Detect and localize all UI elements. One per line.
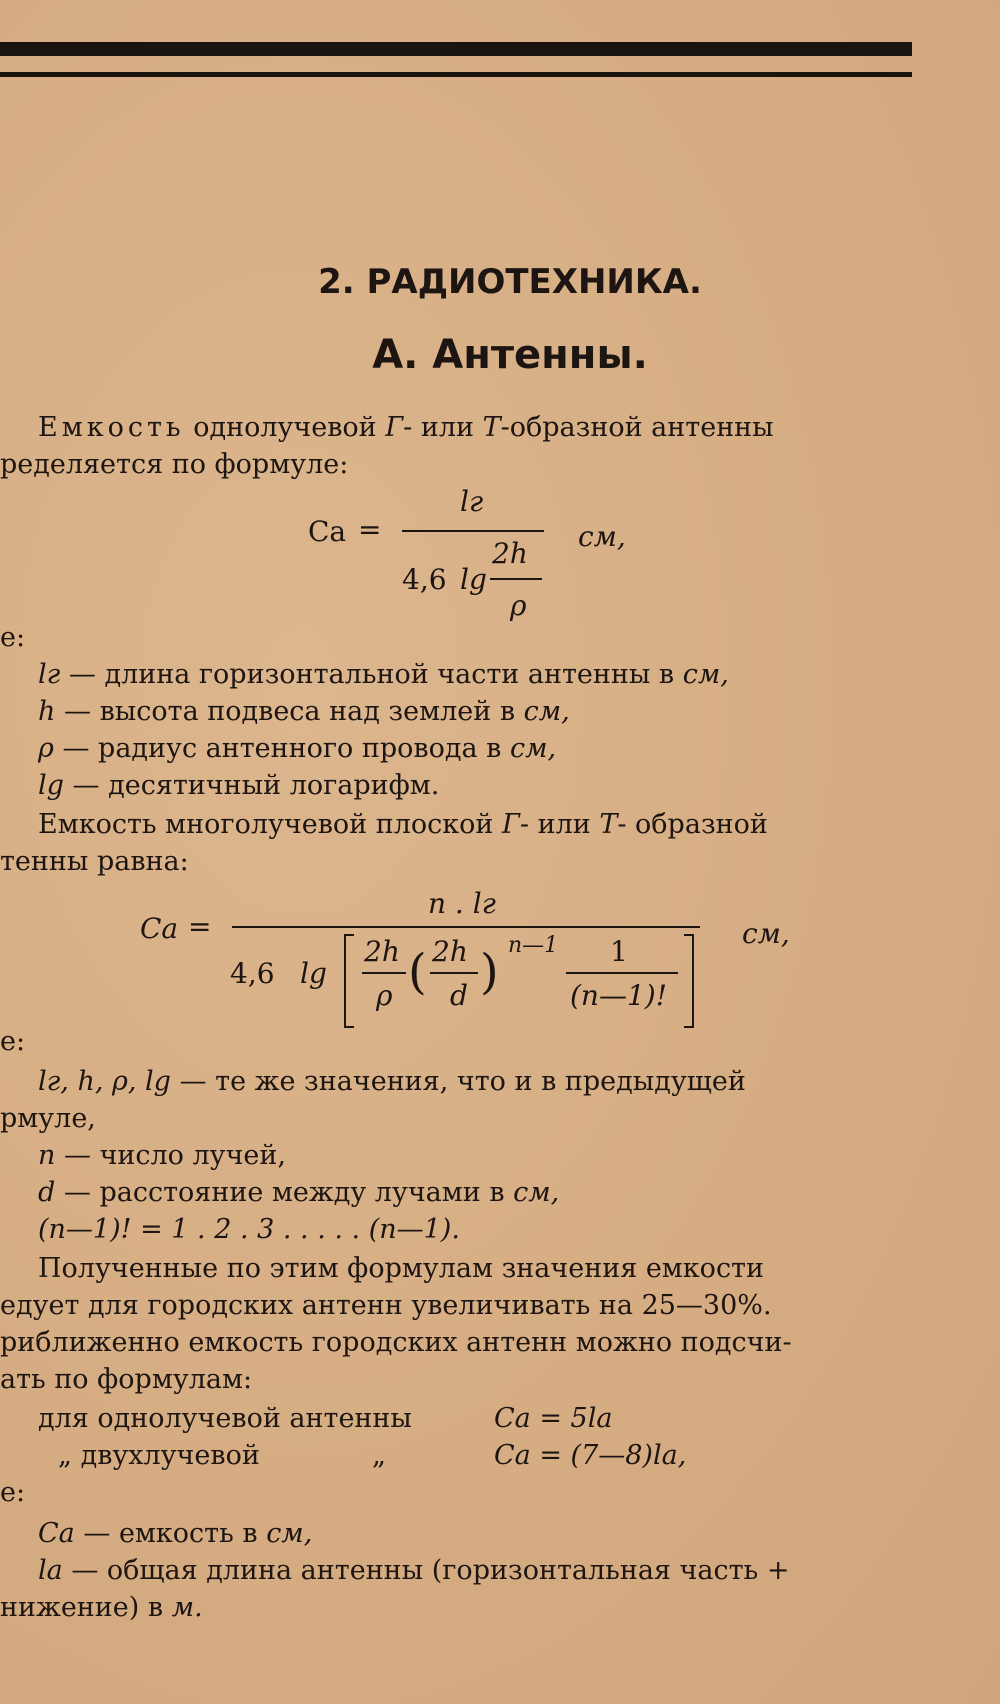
approx-single-formula: Са = 5lа: [494, 1403, 613, 1434]
formula-2-frac1-bar: [362, 972, 406, 974]
formula-2-open-paren: (: [408, 944, 427, 1000]
formula-2-frac3-bar: [566, 972, 678, 974]
para2-line1: Емкость многолучевой плоской Г- или Т- образной: [38, 809, 768, 840]
top-rule-thin: [0, 72, 912, 77]
subsection-title: А. Антенны.: [372, 332, 648, 378]
para3-line2: едует для городских антенн увеличивать на 25—30%.: [0, 1290, 772, 1321]
approx-double-label: „ двухлучевой: [58, 1440, 260, 1471]
where-label-2: е:: [0, 1026, 26, 1057]
formula-2-left-bracket: [344, 934, 354, 1028]
def-lg-horizontal: lг — длина горизонтальной части антенны в см,: [38, 659, 729, 690]
approx-single-label: для однолучевой антенны: [38, 1403, 412, 1434]
def-d: d — расстояние между лучами в см,: [38, 1177, 560, 1208]
def-log: lg — десятичный логарифм.: [38, 770, 440, 801]
def-rho: ρ — радиус антенного провода в см,: [38, 733, 557, 764]
def-h: h — высота подвеса над землей в см,: [38, 696, 570, 727]
def-la: lа — общая длина антенны (горизонтальная часть +: [38, 1555, 790, 1586]
para3-line1: Полученные по этим формулам значения емкости: [38, 1253, 764, 1284]
formula-2-right-bracket: [684, 934, 694, 1028]
section-title: 2. РАДИОТЕХНИКА.: [318, 262, 702, 302]
approx-double-ditto: „: [372, 1440, 386, 1471]
para2-line2: тенны равна:: [0, 846, 189, 877]
formula-2-close-paren: ): [480, 944, 499, 1000]
para3-line3: риближенно емкость городских антенн можно подсчи-: [0, 1327, 792, 1358]
def-same-values-cont: рмуле,: [0, 1103, 96, 1134]
para3-line4: ать по формулам:: [0, 1364, 253, 1395]
formula-2-frac2-bar: [430, 972, 478, 974]
def-same-values: lг, h, ρ, lg — те же значения, что и в предыдущей: [38, 1066, 746, 1097]
where-label-3: е:: [0, 1477, 26, 1508]
def-factorial: (n—1)! = 1 . 2 . 3 . . . . . (n—1).: [38, 1214, 460, 1245]
top-rule-thick: [0, 42, 912, 56]
para1-line1: Емкость однолучевой Г- или Т-образной антенны: [38, 412, 774, 443]
formula-1-fraction-bar: [402, 530, 544, 532]
formula-1-inner-bar: [490, 578, 542, 580]
approx-double-formula: Са = (7—8)lа,: [494, 1440, 687, 1471]
formula-2-fraction-bar: [232, 926, 700, 928]
def-n: n — число лучей,: [38, 1140, 286, 1171]
def-ca: Са — емкость в см,: [38, 1518, 313, 1549]
where-label-1: е:: [0, 622, 26, 653]
def-la-cont: нижение) в м.: [0, 1592, 203, 1623]
para1-line2: ределяется по формуле:: [0, 449, 349, 480]
